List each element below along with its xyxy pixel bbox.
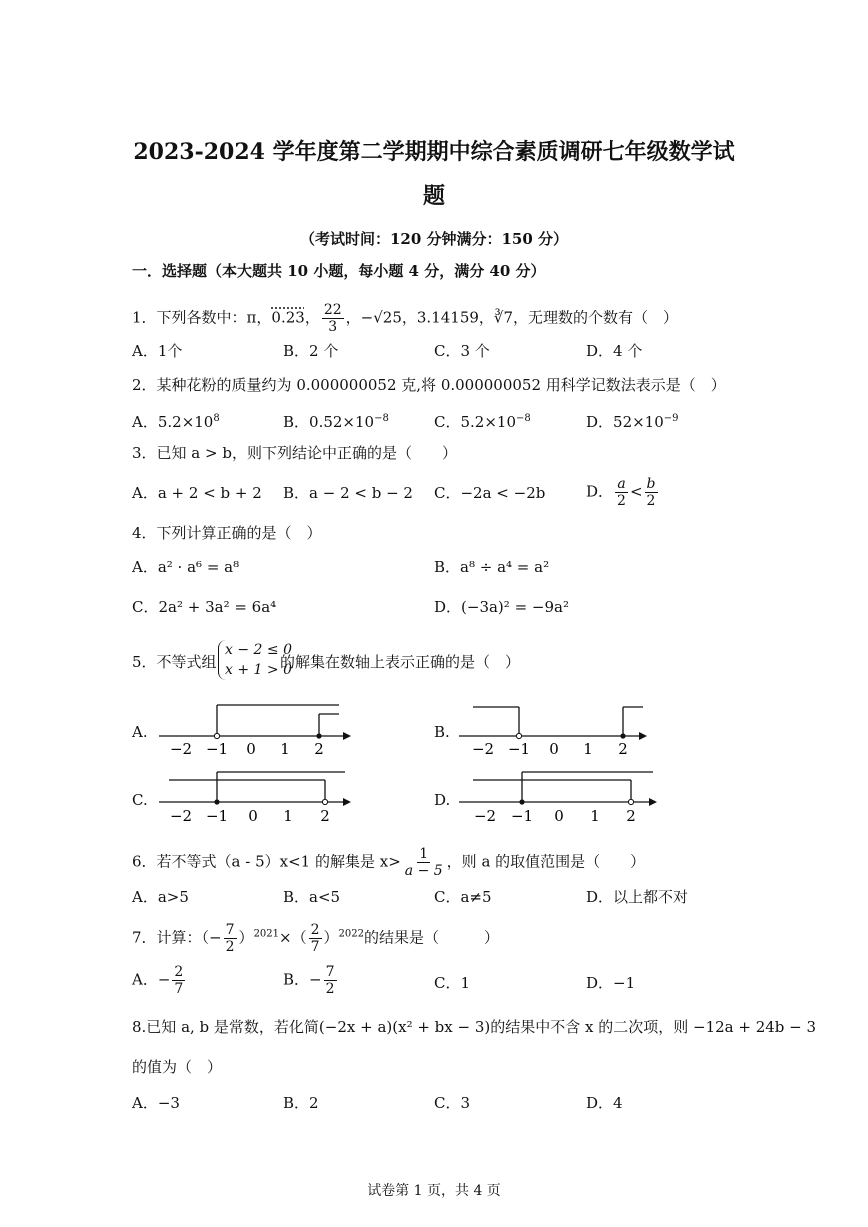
q6-fraction bbox=[403, 846, 445, 879]
q5-c-tick-label: −2 bbox=[169, 807, 193, 825]
q6-option-a[interactable]: A．a>5 bbox=[132, 888, 189, 906]
q7-exp2: 2022 bbox=[338, 928, 364, 940]
q5-a-tick-label: −2 bbox=[169, 740, 193, 758]
q5-c-tick-label: 1 bbox=[283, 807, 293, 825]
q5-a-tick-label: −1 bbox=[205, 740, 229, 758]
q7-b-frac bbox=[324, 964, 337, 997]
q1-fraction-num: 22 bbox=[323, 302, 342, 318]
q5-d-dot1 bbox=[519, 799, 524, 804]
q3-option-c[interactable]: C．−2a < −2b bbox=[434, 484, 546, 502]
question-8-line1: 8.已知 a, b 是常数，若化简(−2x + a)(x² + bx − 3)的结果中不含 x 的二次项，则 −12a + 24b − 3 bbox=[132, 1018, 817, 1036]
q5-b-tick-label: 1 bbox=[583, 740, 593, 758]
q8-option-a[interactable]: A．−3 bbox=[132, 1094, 180, 1112]
q2-option-a[interactable] bbox=[132, 410, 220, 431]
exam-title-line2: 题 bbox=[422, 183, 445, 209]
q5-numberline-a[interactable] bbox=[155, 700, 355, 760]
q5-option-b-label[interactable]: B. bbox=[434, 723, 450, 741]
q1-fraction-den: 3 bbox=[328, 319, 338, 335]
q5-d-dot2 bbox=[628, 799, 633, 804]
q2-option-c[interactable] bbox=[434, 410, 531, 431]
q5-b-tick-label: −2 bbox=[471, 740, 495, 758]
q5-d-tick-label: 0 bbox=[554, 807, 564, 825]
q5-ineq2: x + 1 > 0 bbox=[225, 662, 292, 678]
q5-a-tick-label: 1 bbox=[280, 740, 290, 758]
q5-option-c-label[interactable]: C. bbox=[132, 791, 148, 809]
q1-option-d[interactable]: D．4 个 bbox=[586, 342, 643, 360]
q5-d-tick-label: 1 bbox=[590, 807, 600, 825]
q7-option-c[interactable]: C．1 bbox=[434, 974, 471, 992]
q2-a-text: A．5.2×10 bbox=[132, 413, 214, 431]
q7-option-a[interactable] bbox=[132, 964, 187, 997]
q2-c-text: C．5.2×10 bbox=[434, 413, 516, 431]
q1-values: ，3.14159， bbox=[401, 308, 494, 327]
q7-option-d[interactable]: D．−1 bbox=[586, 974, 636, 992]
q3-d-frac2-den: 2 bbox=[646, 493, 656, 509]
q7-frac2-den: 7 bbox=[310, 939, 320, 955]
q8-option-c[interactable]: C．3 bbox=[434, 1094, 471, 1112]
q3-d-frac2-num: b bbox=[646, 476, 656, 492]
q1-repeating-decimal: 0.23 bbox=[271, 308, 305, 327]
q6-option-d[interactable]: D．以上都不对 bbox=[586, 888, 689, 906]
q1-fraction bbox=[322, 302, 344, 335]
q5-c-dot1 bbox=[214, 799, 219, 804]
q1-sqrt: −√25 bbox=[360, 308, 402, 327]
q1-option-a[interactable]: A．1个 bbox=[132, 342, 183, 360]
question-1: 1．下列各数中：π，0.23， $\frac{22}{3}$ ，−√25，3.14159，∛7，无理数的个数有（ ） bbox=[132, 302, 679, 335]
q1-option-b[interactable]: B．2 个 bbox=[283, 342, 339, 360]
q5-numberline-c[interactable] bbox=[155, 768, 355, 828]
q2-option-b[interactable] bbox=[283, 410, 389, 431]
page-footer: 试卷第 1 页，共 4 页 bbox=[367, 1183, 501, 1199]
q4-option-b[interactable]: B．a⁸ ÷ a⁴ = a² bbox=[434, 558, 550, 576]
q2-option-d[interactable] bbox=[586, 410, 679, 431]
question-8-line2: 的值为（ ） bbox=[132, 1058, 223, 1076]
q6-suffix: ，则 a 的取值范围是（ ） bbox=[446, 852, 646, 871]
q1-prefix: 1．下列各数中：π， bbox=[132, 308, 272, 327]
q5-ineq1: x − 2 ≤ 0 bbox=[225, 642, 292, 658]
q7-b-label: B．− bbox=[283, 970, 322, 989]
q5-c-tick-label: 2 bbox=[320, 807, 330, 825]
q7-a-num: 2 bbox=[174, 964, 184, 980]
q3-option-a[interactable]: A．a + 2 < b + 2 bbox=[132, 484, 262, 502]
q5-numberline-b[interactable] bbox=[455, 700, 655, 760]
question-7 bbox=[132, 922, 499, 955]
q5-suffix: 的解集在数轴上表示正确的是（ ） bbox=[280, 653, 521, 671]
q7-a-den: 7 bbox=[174, 981, 184, 997]
q7-frac1-den: 2 bbox=[225, 939, 235, 955]
q2-d-exp: −9 bbox=[663, 413, 679, 424]
question-6 bbox=[132, 846, 645, 879]
q5-b-tick-label: 2 bbox=[618, 740, 628, 758]
question-5 bbox=[132, 653, 217, 671]
q7-option-b[interactable] bbox=[283, 964, 339, 997]
q3-d-lt: < bbox=[629, 482, 643, 501]
q1-suffix: ，无理数的个数有（ ） bbox=[513, 308, 679, 327]
q5-option-a-label[interactable]: A. bbox=[132, 723, 148, 741]
q5-a-tick-label: 0 bbox=[246, 740, 256, 758]
q1-sep: ， bbox=[304, 308, 320, 327]
exam-subtitle: （考试时间：120 分钟满分：150 分） bbox=[299, 230, 569, 248]
q6-frac-num: 1 bbox=[419, 846, 429, 862]
q2-d-text: D．52×10 bbox=[586, 413, 664, 431]
q5-a-tick-label: 2 bbox=[314, 740, 324, 758]
q5-d-tick-label: −1 bbox=[510, 807, 534, 825]
q7-a-frac bbox=[172, 964, 185, 997]
q7-frac1 bbox=[224, 922, 237, 955]
q7-frac2-num: 2 bbox=[310, 922, 320, 938]
q5-b-closed-dot bbox=[620, 733, 625, 738]
question-4: 4．下列计算正确的是（ ） bbox=[132, 524, 322, 542]
q5-b-open-dot bbox=[516, 733, 521, 738]
q6-frac-den: a − 5 bbox=[404, 863, 443, 879]
q4-option-a[interactable]: A．a² · a⁶ = a⁸ bbox=[132, 558, 240, 576]
q7-b-num: 7 bbox=[325, 964, 335, 980]
q5-numberline-d[interactable] bbox=[455, 768, 665, 828]
q2-a-exp: 8 bbox=[213, 413, 220, 424]
q3-d-frac1-num: a bbox=[617, 476, 626, 492]
q3-d-frac1 bbox=[615, 476, 628, 509]
q6-option-b[interactable]: B．a<5 bbox=[283, 888, 341, 906]
q7-mid: ） bbox=[238, 928, 254, 947]
q2-c-exp: −8 bbox=[516, 413, 531, 424]
q3-d-frac1-den: 2 bbox=[617, 493, 626, 509]
q5-d-tick-label: 2 bbox=[626, 807, 636, 825]
q2-b-text: B．0.52×10 bbox=[283, 413, 375, 431]
q7-frac1-num: 7 bbox=[225, 922, 235, 938]
q5-c-tick-label: −1 bbox=[205, 807, 229, 825]
exam-title-line1: 2023-2024 学年度第二学期期中综合素质调研七年级数学试 bbox=[133, 139, 735, 165]
q5-c-tick-label: 0 bbox=[248, 807, 258, 825]
q7-exp1: 2021 bbox=[253, 928, 280, 940]
section-heading: 一．选择题（本大题共 10 小题，每小题 4 分，满分 40 分） bbox=[132, 262, 546, 280]
q5-b-tick-label: −1 bbox=[507, 740, 531, 758]
q7-prefix: 7．计算：（− bbox=[132, 928, 222, 947]
q7-a-label: A．− bbox=[132, 970, 171, 989]
q7-frac2 bbox=[309, 922, 322, 955]
q1-cbrt: ∛7 bbox=[493, 308, 514, 327]
q6-option-c[interactable]: C．a≠5 bbox=[434, 888, 492, 906]
q7-b-den: 2 bbox=[325, 981, 335, 997]
q5-d-tick-label: −2 bbox=[473, 807, 497, 825]
q8-option-d[interactable]: D．4 bbox=[586, 1094, 623, 1112]
q5-a-open-dot bbox=[214, 733, 219, 738]
q7-times: ×（ bbox=[279, 928, 307, 947]
q3-d-frac2 bbox=[645, 476, 658, 509]
question-2: 2．某种花粉的质量约为 0.000000052 克,将 0.000000052 用科学记数法表示是（ ） bbox=[132, 376, 726, 394]
q4-option-c[interactable]: C．2a² + 3a² = 6a⁴ bbox=[132, 598, 277, 616]
q7-suffix: 的结果是（ ） bbox=[363, 928, 499, 947]
q2-b-exp: −8 bbox=[374, 413, 389, 424]
question-3: 3．已知 a > b，则下列结论中正确的是（ ） bbox=[132, 444, 457, 462]
q1-option-c[interactable]: C．3 个 bbox=[434, 342, 490, 360]
q5-c-dot2 bbox=[322, 799, 327, 804]
q3-option-b[interactable]: B．a − 2 < b − 2 bbox=[283, 484, 413, 502]
q4-option-d[interactable]: D．(−3a)² = −9a² bbox=[434, 598, 569, 616]
q7-mid2: ） bbox=[323, 928, 339, 947]
q3-d-label: D． bbox=[586, 482, 614, 501]
q3-option-d[interactable] bbox=[586, 476, 660, 509]
q5-b-tick-label: 0 bbox=[549, 740, 559, 758]
q5-a-closed-dot bbox=[316, 733, 321, 738]
q8-option-b[interactable]: B．2 bbox=[283, 1094, 319, 1112]
q5-prefix: 5．不等式组 bbox=[132, 653, 217, 671]
q6-text: 6．若不等式（a - 5）x<1 的解集是 x> bbox=[132, 852, 401, 871]
q5-option-d-label[interactable]: D. bbox=[434, 791, 451, 809]
